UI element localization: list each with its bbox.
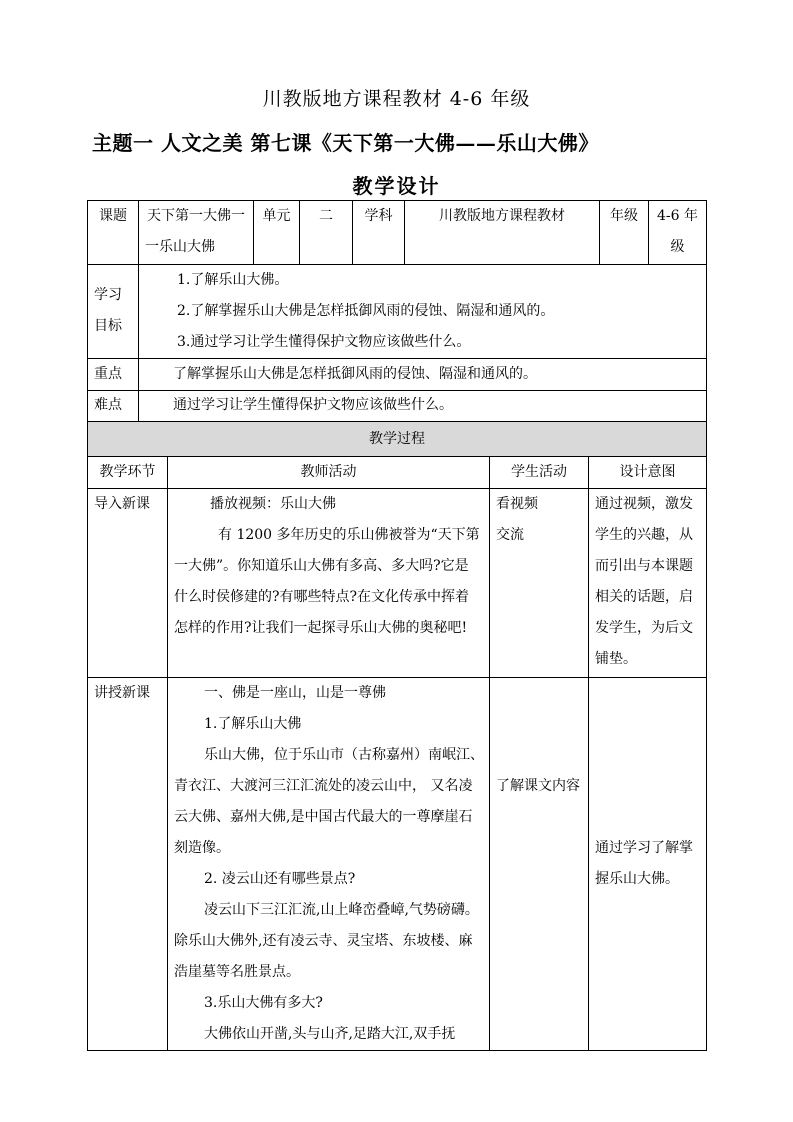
header-teacher: 教师活动 bbox=[300, 464, 357, 480]
objectives-list bbox=[139, 265, 706, 358]
course-value: 天下第一大佛一 一乐山大佛 bbox=[145, 208, 245, 255]
header-intent: 设计意图 bbox=[619, 464, 676, 480]
unit-value: 二 bbox=[319, 208, 333, 224]
header-student: 学生活动 bbox=[511, 464, 567, 480]
intro-teacher-activity: 播放视频：乐山大佛 有 1200 多年历史的乐山佛被誉为“天下第 一大佛”。你知道乐山大佛有多高、多大吗?它是 什么时侯修建的?有哪些特点?在文化传承中挥着 怎样的作用?让我们一起探寻乐山大佛的奥秘吧! bbox=[174, 496, 480, 636]
grade-label: 年级 bbox=[610, 208, 638, 224]
objective-item: 1.了解乐山大佛。 bbox=[177, 272, 289, 288]
doc-title-line1: 川教版地方课程教材 4-6 年级 bbox=[262, 88, 531, 110]
course-label: 课题 bbox=[99, 208, 127, 224]
process-title: 教学过程 bbox=[369, 431, 425, 447]
subject-label: 学科 bbox=[364, 208, 393, 224]
intro-design-intent: 通过视频，激发 学生的兴趣，从 而引出与本课题 相关的话题，启 发学生，为后文 铺垫。 bbox=[595, 496, 693, 667]
grade-value: 4-6 年 级 bbox=[657, 208, 698, 255]
doc-title-line2: 主题一 人文之美 第七课《天下第一大佛——乐山大佛》 bbox=[92, 131, 599, 155]
doc-title-line3: 教学设计 bbox=[352, 174, 441, 198]
difficulty-label: 难点 bbox=[94, 397, 122, 413]
intro-student-activity: 看视频 交流 bbox=[496, 496, 538, 543]
key-point-text: 了解掌握乐山大佛是怎样抵御风雨的侵蚀、隔湿和通风的。 bbox=[173, 366, 537, 382]
objective-item: 2.了解掌握乐山大佛是怎样抵御风雨的侵蚀、隔湿和通风的。 bbox=[177, 303, 555, 319]
header-stage: 教学环节 bbox=[99, 464, 156, 480]
difficulty-text: 通过学习让学生懂得保护文物应该做些什么。 bbox=[173, 397, 453, 413]
lecture-teacher-activity: 一、佛是一座山，山是一尊佛 1.了解乐山大佛 乐山大佛，位于乐山市（古称嘉州）南岷江、 青衣江、大渡河三江汇流处的凌云山中， 又名凌 云大佛、嘉州大佛,是中国古代最大的一尊摩崖石 刻造像。 2. 凌云山还有哪些景点? 凌云山下三江汇流,山上峰峦叠嶂,气势磅礴。 除乐山大佛外,还有凌云寺、灵宝塔、东坡楼、麻 浩崖墓等名胜景点。 3.乐山大佛有多大? 大佛依山开凿,头与山齐,足踏大江,双手抚 bbox=[174, 685, 484, 1042]
lecture-design-intent: 通过学习了解掌 握乐山大佛。 bbox=[595, 840, 693, 887]
objectives-label: 学习 目标 bbox=[94, 287, 122, 334]
unit-label: 单元 bbox=[262, 208, 291, 224]
subject-value: 川教版地方课程教材 bbox=[439, 208, 565, 224]
lecture-stage: 讲授新课 bbox=[94, 685, 150, 701]
objective-item: 3.通过学习让学生懂得保护文物应该做些什么。 bbox=[177, 334, 471, 350]
intro-stage: 导入新课 bbox=[94, 496, 150, 512]
lecture-student-activity: 了解课文内容 bbox=[496, 778, 580, 794]
key-point-label: 重点 bbox=[94, 366, 122, 382]
